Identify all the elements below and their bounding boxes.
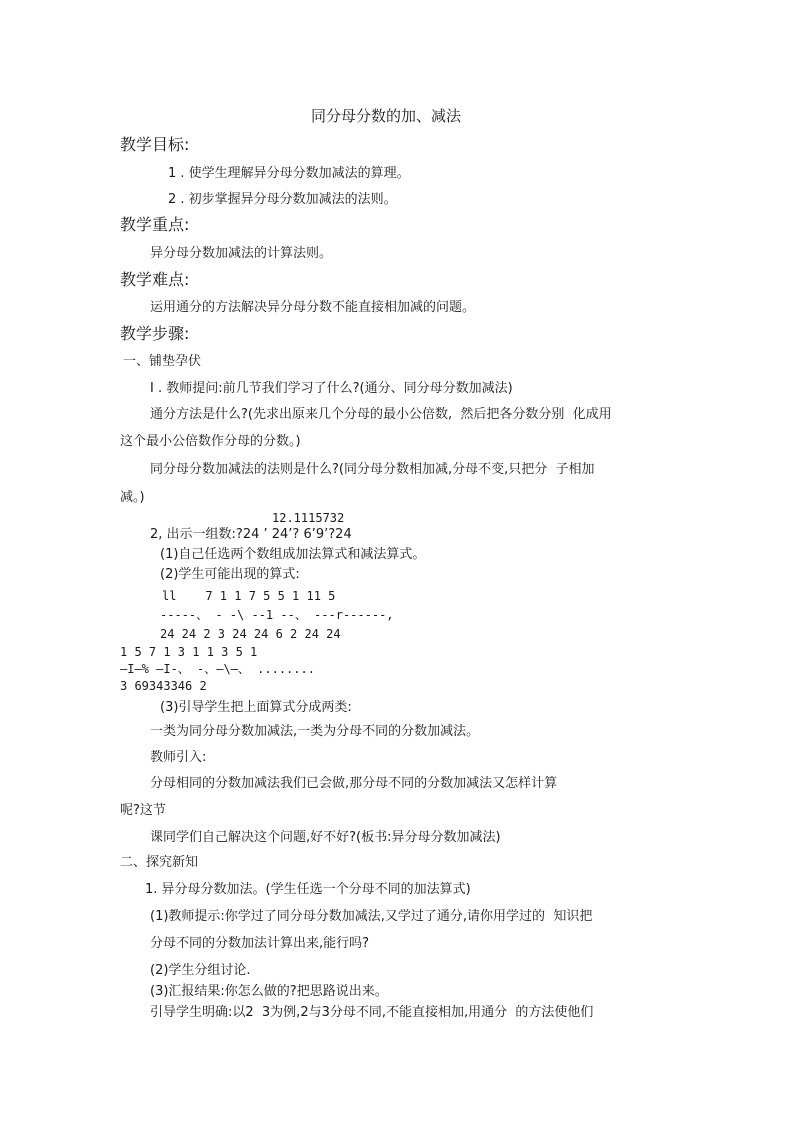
equation-line: -----、 - -\ --1 --、 ---r------,: [160, 608, 394, 622]
equation-line: —I—% —I-、 -、—\—、 ........: [120, 662, 315, 676]
paragraph-line: 课同学们自己解决这个问题,好不好?(板书:异分母分数加减法): [150, 830, 501, 845]
paragraph-line: 分母相同的分数加减法我们已会做,那分母不同的分数加减法又怎样计算: [150, 776, 558, 791]
paragraph-line: (2)学生分组讨论.: [150, 963, 251, 978]
paragraph-line: 一类为同分母分数加减法,一类为分母不同的分数加减法。: [150, 724, 480, 739]
paragraph-line: I . 教师提问:前几节我们学习了什么?(通分、同分母分数加减法): [150, 381, 513, 396]
paragraph-line: 1. 异分母分数加法。(学生任选一个分母不同的加法算式): [145, 882, 471, 897]
equation-line: 24 24 2 3 24 24 6 2 24 24: [160, 627, 341, 641]
paragraph-line: 这个最小公倍数作分母的分数。): [120, 434, 301, 449]
paragraph-line: (2)学生可能出现的算式:: [160, 567, 300, 582]
paragraph-line: 教师引入:: [150, 750, 207, 765]
paragraph-line: 分母不同的分数加法计算出来,能行吗?: [150, 936, 370, 951]
difficulty-heading: 教学难点:: [120, 270, 190, 289]
paragraph-line: (1)教师提示:你学过了同分母分数加减法,又学过了通分,请你用学过的 知识把: [150, 909, 593, 924]
objectives-heading: 教学目标:: [120, 135, 190, 154]
page-title: 同分母分数的加、减法: [311, 107, 462, 125]
equation-line: ll 7 1 1 7 5 5 1 11 5: [162, 589, 336, 603]
paragraph-line: (3)汇报结果:你怎么做的?把思路说出来。: [150, 984, 388, 999]
paragraph-line: 引导学生明确:以2 3为例,2与3分母不同,不能直接相加,用通分 的方法使他们: [150, 1005, 594, 1020]
paragraph-line: 呢?这节: [120, 803, 166, 818]
paragraph-line: 2, 出示一组数:?24 ’ 24’? 6’9’?24: [150, 527, 352, 542]
key-point-heading: 教学重点:: [120, 215, 190, 234]
paragraph-line: 同分母分数加减法的法则是什么?(同分母分数相加减,分母不变,只把分 子相加: [150, 462, 595, 477]
paragraph-line: (1)自己任选两个数组成加法算式和减法算式。: [160, 547, 426, 562]
paragraph-line: (3)引导学生把上面算式分成两类:: [160, 700, 352, 715]
section1-heading: 一、铺垫孕伏: [123, 354, 202, 369]
steps-heading: 教学步骤:: [120, 324, 190, 343]
equation-line: 1 5 7 1 3 1 1 3 5 1: [120, 645, 258, 659]
equation-line: 3 69343346 2: [120, 679, 207, 693]
difficulty-text: 运用通分的方法解决异分母分数不能直接相加减的问题。: [150, 300, 476, 315]
paragraph-line: 减。): [120, 490, 145, 505]
objective-item-2: 2 . 初步掌握异分母分数加减法的法则。: [168, 192, 397, 207]
fraction-numerators: 12.1115732: [272, 511, 345, 525]
key-point-text: 异分母分数加减法的计算法则。: [150, 246, 333, 261]
paragraph-line: 通分方法是什么?(先求出原来几个分母的最小公倍数, 然后把各分数分别 化成用: [150, 407, 612, 422]
section2-heading: 二、探究新知: [120, 855, 199, 870]
objective-item-1: 1 . 使学生理解异分母分数加减法的算理。: [168, 166, 410, 181]
